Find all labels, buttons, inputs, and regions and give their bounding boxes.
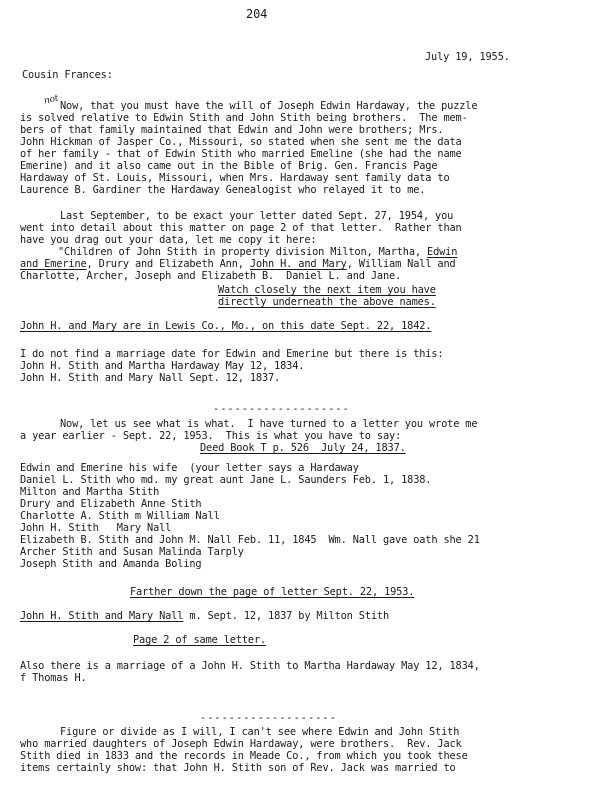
para5-line: f Thomas H.	[20, 672, 87, 684]
deed-list-item: Archer Stith and Susan Malinda Tarply	[20, 546, 244, 558]
divider: -------------------	[213, 403, 350, 415]
para3-line: John H. Stith and Martha Hardaway May 12, 1834.	[20, 360, 305, 372]
para2-line: went into detail about this matter on page 2 of that letter. Rather than	[20, 222, 462, 234]
handwritten-insert: not	[43, 93, 60, 107]
quote-line-3: Charlotte, Archer, Joseph and Elizabeth B. Daniel L. and Jane.	[20, 270, 402, 282]
para3-line: John H. Stith and Mary Nall Sept. 12, 1837.	[20, 372, 281, 384]
para6-line: items certainly show: that John H. Stith son of Rev. Jack was married to	[20, 762, 456, 774]
deed-list-item: Charlotte A. Stith m William Nall	[20, 510, 220, 522]
para2-line: have you drag out your data, let me copy it here:	[20, 234, 317, 246]
para1-line: John Hickman of Jasper Co., Missouri, so stated when she sent me the data	[20, 136, 462, 148]
watch-note-2: directly underneath the above names.	[218, 296, 436, 308]
para1-line: is solved relative to Edwin Stith and John Stith being brothers. The mem-	[20, 112, 468, 124]
para2-line: Last September, to be exact your letter dated Sept. 27, 1954, you	[60, 210, 454, 222]
deed-list-item: Milton and Martha Stith	[20, 486, 160, 498]
deed-book-line: Deed Book T p. 526 July 24, 1837.	[200, 442, 406, 454]
divider: -------------------	[200, 712, 337, 724]
para6-line: Figure or divide as I will, I can't see where Edwin and John Stith	[60, 726, 460, 738]
para1-line: Hardaway of St. Louis, Missouri, when Mrs. Hardaway sent family data to	[20, 172, 450, 184]
para1-line: Emerine) and it also came out in the Bible of Brig. Gen. Francis Page	[20, 160, 438, 172]
para3-line: I do not find a marriage date for Edwin and Emerine but there is this:	[20, 348, 444, 360]
letter-date: July 19, 1955.	[425, 51, 510, 63]
para4-line: a year earlier - Sept. 22, 1953. This is what you have to say:	[20, 430, 402, 442]
para6-line: who married daughters of Joseph Edwin Hardaway, were brothers. Rev. Jack	[20, 738, 462, 750]
deed-list-item: John H. Stith Mary Nall	[20, 522, 172, 534]
quote-line-2: and Emerine, Drury and Elizabeth Ann, John H. and Mary, William Nall and	[20, 258, 456, 270]
para4-line: Now, let us see what is what. I have turned to a letter you wrote me	[60, 418, 478, 430]
lewis-county-line: John H. and Mary are in Lewis Co., Mo., on this date Sept. 22, 1842.	[20, 320, 432, 332]
para5-line: Also there is a marriage of a John H. Stith to Martha Hardaway May 12, 1834,	[20, 660, 480, 672]
deed-list-item: Daniel L. Stith who md. my great aunt Jane L. Saunders Feb. 1, 1838.	[20, 474, 432, 486]
deed-list-item: Edwin and Emerine his wife (your letter says a Hardaway	[20, 462, 359, 474]
quote-line-1: "Children of John Stith in property division Milton, Martha, Edwin	[58, 246, 458, 258]
salutation: Cousin Frances:	[22, 69, 113, 81]
marriage-line: John H. Stith and Mary Nall m. Sept. 12, 1837 by Milton Stith	[20, 610, 390, 622]
deed-list-item: Elizabeth B. Stith and John M. Nall Feb. 11, 1845 Wm. Nall gave oath she 21	[20, 534, 480, 546]
para1-line: Now, that you must have the will of Joseph Edwin Hardaway, the puzzle	[60, 100, 478, 112]
para1-line: bers of that family maintained that Edwin and John were brothers; Mrs.	[20, 124, 444, 136]
para1-line: of her family - that of Edwin Stith who married Emeline (she had the name	[20, 148, 462, 160]
page-number: 204	[246, 7, 268, 21]
deed-list-item: Joseph Stith and Amanda Boling	[20, 558, 202, 570]
farther-down-line: Farther down the page of letter Sept. 22, 1953.	[130, 586, 415, 598]
para1-line: Laurence B. Gardiner the Hardaway Genealogist who relayed it to me.	[20, 184, 426, 196]
para6-line: Stith died in 1833 and the records in Meade Co., from which you took these	[20, 750, 468, 762]
deed-list-item: Drury and Elizabeth Anne Stith	[20, 498, 202, 510]
watch-note-1: Watch closely the next item you have	[218, 284, 436, 296]
page2-line: Page 2 of same letter.	[133, 634, 267, 646]
